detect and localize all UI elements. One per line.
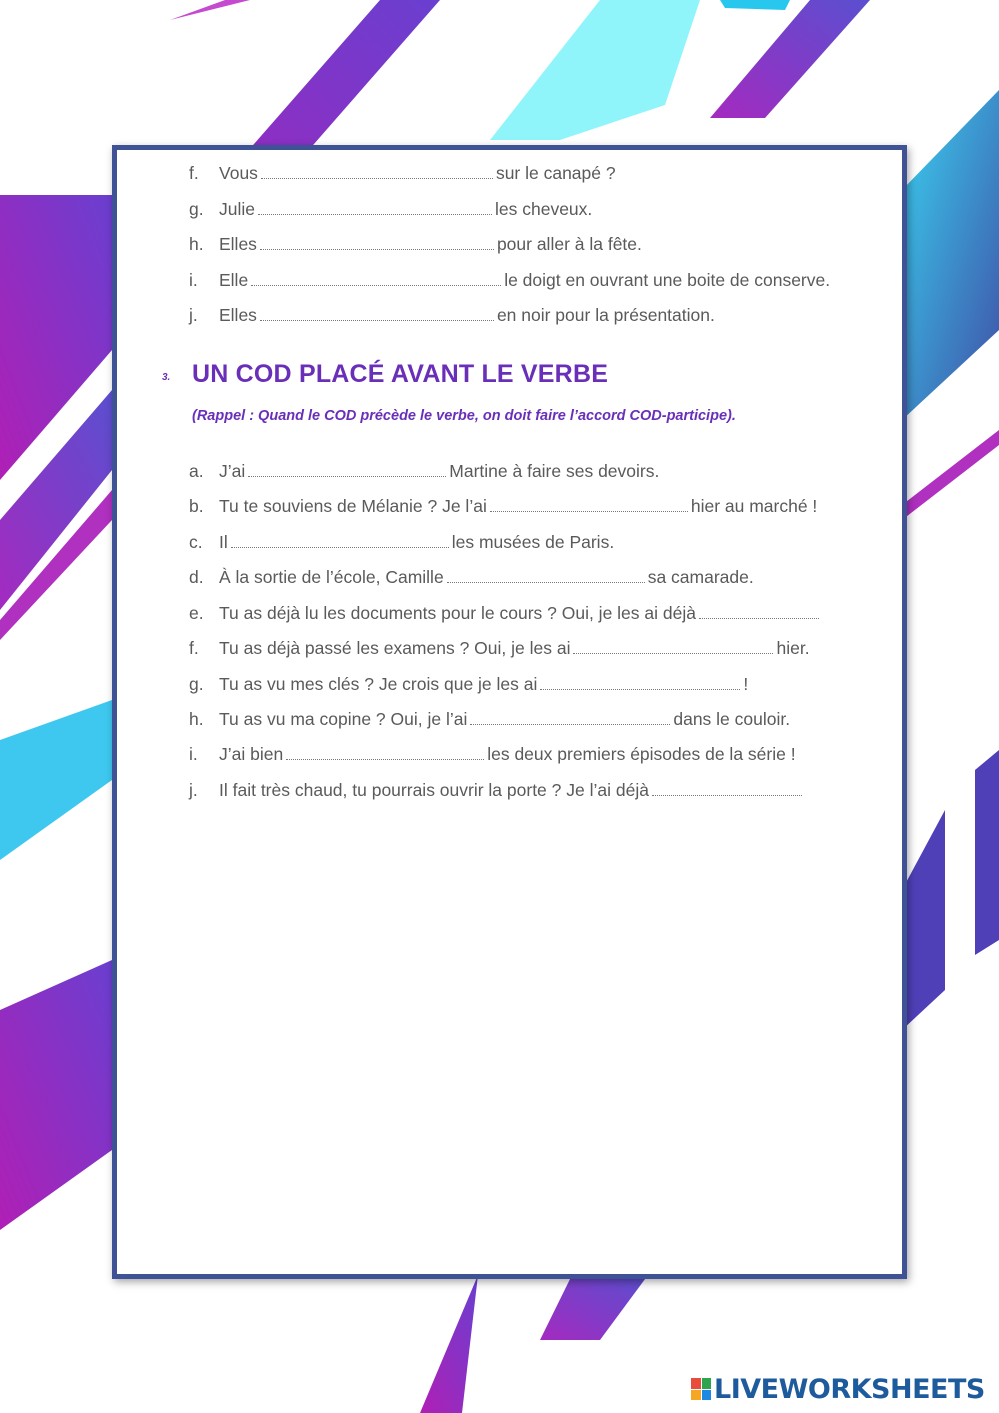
item-text-before: Tu as vu ma copine ? Oui, je l’ai	[219, 709, 468, 729]
item-text-before: Vous	[219, 163, 258, 183]
item-text-after: le doigt en ouvrant une boite de conserve.	[504, 270, 831, 290]
answer-blank[interactable]	[260, 303, 494, 321]
item-text-before: Julie	[219, 199, 255, 219]
exercise-item	[189, 741, 796, 767]
item-letter: a.	[189, 461, 204, 481]
item-letter: g.	[189, 199, 204, 219]
item-letter: i.	[189, 744, 198, 764]
item-letter: b.	[189, 496, 204, 516]
liveworksheets-logo-icon	[691, 1378, 711, 1400]
item-text-after: Martine à faire ses devoirs.	[449, 461, 660, 481]
exercise-item	[189, 302, 715, 328]
item-text-after: les musées de Paris.	[451, 532, 615, 552]
item-text-after: hier.	[776, 638, 810, 658]
item-text-before: Tu as déjà passé les examens ? Oui, je les ai	[219, 638, 571, 658]
answer-blank[interactable]	[261, 161, 493, 179]
answer-blank[interactable]	[652, 778, 802, 796]
item-text-before: Elles	[219, 305, 257, 325]
item-letter: i.	[189, 270, 198, 290]
answer-blank[interactable]	[699, 601, 819, 619]
item-text-after: en noir pour la présentation.	[496, 305, 715, 325]
exercise-item	[189, 458, 659, 484]
section-title: UN COD PLACÉ AVANT LE VERBE	[192, 360, 609, 388]
answer-blank[interactable]	[248, 459, 446, 477]
answer-blank[interactable]	[231, 530, 449, 548]
item-letter: j.	[189, 780, 198, 800]
exercise-item	[189, 196, 592, 222]
item-text-before: Il	[219, 532, 228, 552]
item-text-before: Tu as vu mes clés ? Je crois que je les ai	[219, 674, 538, 694]
item-text-before: Elle	[219, 270, 249, 290]
liveworksheets-logo	[691, 1372, 985, 1406]
item-text-after: !	[743, 674, 749, 694]
worksheet-page	[112, 145, 907, 1279]
item-letter: g.	[189, 674, 204, 694]
exercise-item	[189, 564, 754, 590]
answer-blank[interactable]	[540, 672, 740, 690]
section-heading	[162, 360, 608, 389]
item-text-before: J’ai bien	[219, 744, 284, 764]
exercise-item	[189, 635, 810, 661]
item-letter: h.	[189, 709, 204, 729]
answer-blank[interactable]	[447, 565, 645, 583]
answer-blank[interactable]	[251, 268, 501, 286]
item-letter: c.	[189, 532, 203, 552]
answer-blank[interactable]	[490, 494, 688, 512]
item-letter: j.	[189, 305, 198, 325]
item-letter: h.	[189, 234, 204, 254]
answer-blank[interactable]	[258, 197, 492, 215]
item-letter: f.	[189, 638, 199, 658]
item-letter: d.	[189, 567, 204, 587]
item-text-after: sa camarade.	[647, 567, 754, 587]
exercise-item	[189, 267, 830, 293]
exercise-item	[189, 493, 817, 519]
answer-blank[interactable]	[286, 742, 484, 760]
item-letter: e.	[189, 603, 204, 623]
item-text-after: les deux premiers épisodes de la série !	[487, 744, 796, 764]
item-text-before: Elles	[219, 234, 257, 254]
section-number: 3.	[162, 372, 171, 384]
exercise-item	[189, 529, 614, 555]
rappel-note: (Rappel : Quand le COD précède le verbe, on doit faire l’accord COD-participe).	[192, 408, 736, 424]
exercise-item	[189, 160, 616, 186]
item-text-after: pour aller à la fête.	[496, 234, 642, 254]
item-text-before: Il fait très chaud, tu pourrais ouvrir la porte ? Je l’ai déjà	[219, 780, 649, 800]
item-text-before: À la sortie de l’école, Camille	[219, 567, 444, 587]
exercise-item	[189, 671, 748, 697]
logo-text: LIVEWORKSHEETS	[714, 1373, 985, 1405]
answer-blank[interactable]	[260, 232, 494, 250]
item-letter: f.	[189, 163, 199, 183]
item-text-after: les cheveux.	[495, 199, 593, 219]
answer-blank[interactable]	[470, 707, 670, 725]
exercise-item	[189, 706, 790, 732]
item-text-before: Tu as déjà lu les documents pour le cours ? Oui, je les ai déjà	[219, 603, 696, 623]
item-text-after: dans le couloir.	[673, 709, 791, 729]
item-text-after: sur le canapé ?	[495, 163, 616, 183]
item-text-before: Tu te souviens de Mélanie ? Je l’ai	[219, 496, 487, 516]
answer-blank[interactable]	[573, 636, 773, 654]
exercise-item	[189, 600, 822, 626]
item-text-after: hier au marché !	[690, 496, 818, 516]
exercise-item	[189, 231, 642, 257]
item-text-before: J’ai	[219, 461, 246, 481]
exercise-item	[189, 777, 805, 803]
